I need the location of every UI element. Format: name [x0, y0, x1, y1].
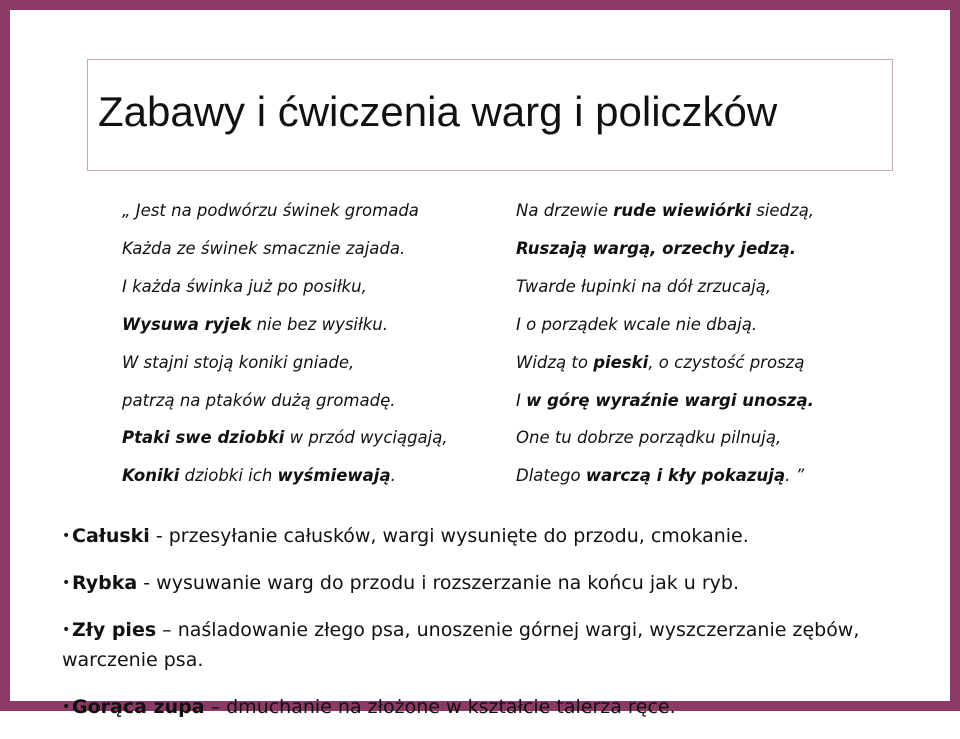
- poem-text: dziobki ich: [179, 466, 278, 486]
- exercise-term: Gorąca zupa: [72, 696, 205, 718]
- exercise-term: Rybka: [72, 572, 138, 594]
- bullet-icon: •: [62, 575, 71, 591]
- poem-text: One tu dobrze porządku pilnują,: [516, 428, 782, 448]
- poem-line: [122, 419, 448, 457]
- poem-emphasis: Ruszają wargą, orzechy jedzą.: [516, 238, 797, 258]
- slide-title: Zabawy i ćwiczenia warg i policzków: [98, 88, 778, 135]
- poem-text: I każda świnka już po posiłku,: [122, 276, 367, 296]
- exercise-description: – naśladowanie złego psa, unoszenie górnej wargi, wyszczerzanie zębów, warczenie psa.: [62, 619, 860, 671]
- poem-text: I: [516, 390, 527, 410]
- poem-text: w przód wyciągają,: [284, 428, 448, 448]
- exercise-item: [62, 615, 912, 675]
- poem-text: „ Jest na podwórzu świnek gromada: [122, 201, 419, 220]
- poem-emphasis: Koniki: [122, 466, 180, 486]
- poem-text: Widzą to: [516, 352, 594, 372]
- poem-emphasis: pieski: [593, 352, 649, 372]
- poem-emphasis: Wysuwa ryjek: [122, 314, 252, 334]
- poem-line: [516, 344, 814, 382]
- poem-text: , o czystość proszą: [648, 352, 805, 372]
- poem-right-column: [516, 192, 814, 495]
- bullet-icon: •: [62, 699, 71, 715]
- poem-line: [122, 457, 448, 495]
- poem-text: I o porządek wcale nie dbają.: [516, 314, 758, 334]
- poem-line: [122, 344, 448, 382]
- poem-text: Dlatego: [516, 466, 586, 486]
- poem-text: . ”: [785, 466, 805, 486]
- bullet-icon: •: [62, 622, 71, 638]
- poem-line: [122, 306, 448, 344]
- poem-left-column: [122, 192, 448, 495]
- poem-text: siedzą,: [750, 201, 815, 220]
- poem-emphasis: warczą i kły pokazują: [585, 466, 786, 486]
- exercise-item: [62, 692, 912, 722]
- poem-line: [516, 230, 814, 268]
- poem-line: [516, 306, 814, 344]
- exercise-term: Zły pies: [72, 619, 157, 641]
- exercise-description: – dmuchanie na złożone w kształcie talerza ręce.: [204, 696, 676, 718]
- poem-line: [516, 192, 814, 230]
- poem-text: patrzą na ptaków dużą gromadę.: [122, 390, 396, 410]
- poem-line: [122, 192, 448, 230]
- poem-emphasis: w górę wyraźnie wargi unoszą.: [526, 390, 814, 410]
- exercise-item: [62, 568, 912, 598]
- exercise-description: - przesyłanie całusków, wargi wysunięte do przodu, cmokanie.: [149, 525, 749, 547]
- poem-line: [122, 268, 448, 306]
- exercise-description: - wysuwanie warg do przodu i rozszerzanie na końcu jak u ryb.: [137, 572, 740, 594]
- poem-text: Na drzewie: [516, 201, 614, 220]
- poem-line: [122, 382, 448, 420]
- exercise-item: [62, 521, 912, 551]
- bullet-icon: •: [62, 528, 71, 544]
- poem-emphasis: wyśmiewają: [277, 466, 391, 486]
- poem-line: [122, 230, 448, 268]
- poem-line: [516, 457, 814, 495]
- poem-text: W stajni stoją koniki gniade,: [122, 352, 355, 372]
- exercise-list: [62, 521, 912, 739]
- poem-text: Twarde łupinki na dół zrzucają,: [516, 276, 772, 296]
- poem-text: .: [390, 466, 396, 486]
- poem-emphasis: Ptaki swe dziobki: [122, 428, 285, 448]
- poem-text: Każda ze świnek smacznie zajada.: [122, 238, 406, 258]
- poem-line: [516, 419, 814, 457]
- poem-emphasis: rude wiewiórki: [613, 201, 751, 220]
- poem-line: [516, 268, 814, 306]
- exercise-term: Całuski: [72, 525, 150, 547]
- poem-line: [516, 382, 814, 420]
- poem-text: nie bez wysiłku.: [251, 314, 389, 334]
